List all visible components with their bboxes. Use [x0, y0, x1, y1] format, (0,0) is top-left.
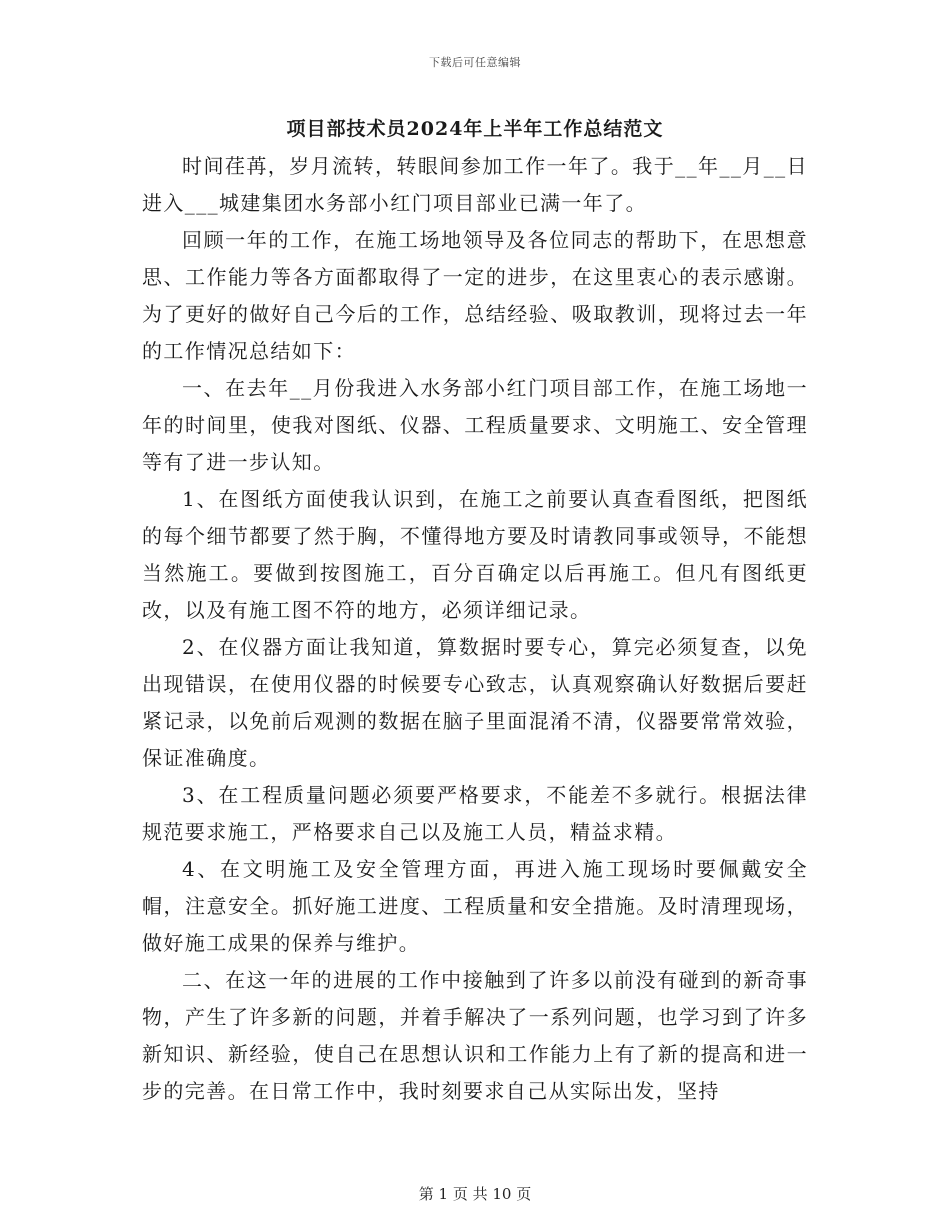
paragraph: 回顾一年的工作，在施工场地领导及各位同志的帮助下，在思想意思、工作能力等各方面都取得了一定的进步，在这里衷心的表示感谢。为了更好的做好自己今后的工作，总结经验、吸取教训，现将过去一年的工作情况总结如下： [142, 228, 808, 363]
header-note: 下载后可任意编辑 [429, 56, 521, 69]
paragraph: 一、在去年__月份我进入水务部小红门项目部工作，在施工场地一年的时间里，使我对图纸、仪器、工程质量要求、文明施工、安全管理等有了进一步认知。 [142, 376, 808, 474]
paragraph: 1、在图纸方面使我认识到，在施工之前要认真查看图纸，把图纸的每个细节都要了然于胸，不懂得地方要及时请教同事或领导，不能想当然施工。要做到按图施工，百分百确定以后再施工。但凡有图纸更改，以及有施工图不符的地方，必须详细记录。 [142, 487, 808, 622]
paragraph: 二、在这一年的进展的工作中接触到了许多以前没有碰到的新奇事物，产生了许多新的问题，并着手解决了一系列问题，也学习到了许多新知识、新经验，使自己在思想认识和工作能力上有了新的提高和进一步的完善。在日常工作中，我时刻要求自己从实际出发，坚持 [142, 968, 808, 1103]
paragraph: 4、在文明施工及安全管理方面，再进入施工现场时要佩戴安全帽，注意安全。抓好施工进度、工程质量和安全措施。及时清理现场，做好施工成果的保养与维护。 [142, 857, 808, 955]
document-title: 项目部技术员2024年上半年工作总结范文 [286, 118, 664, 140]
paragraph: 2、在仪器方面让我知道，算数据时要专心，算完必须复查，以免出现错误，在使用仪器的时候要专心致志，认真观察确认好数据后要赶紧记录，以免前后观测的数据在脑子里面混淆不清，仪器要常常效验，保证准确度。 [142, 635, 808, 770]
paragraph: 3、在工程质量问题必须要严格要求，不能差不多就行。根据法律规范要求施工，严格要求自己以及施工人员，精益求精。 [142, 783, 808, 844]
paragraph: 时间荏苒，岁月流转，转眼间参加工作一年了。我于__年__月__日进入___城建集团水务部小红门项目部业已满一年了。 [142, 154, 808, 215]
document-body [142, 148, 808, 1110]
page-number: 第 1 页 共 10 页 [418, 1185, 532, 1203]
